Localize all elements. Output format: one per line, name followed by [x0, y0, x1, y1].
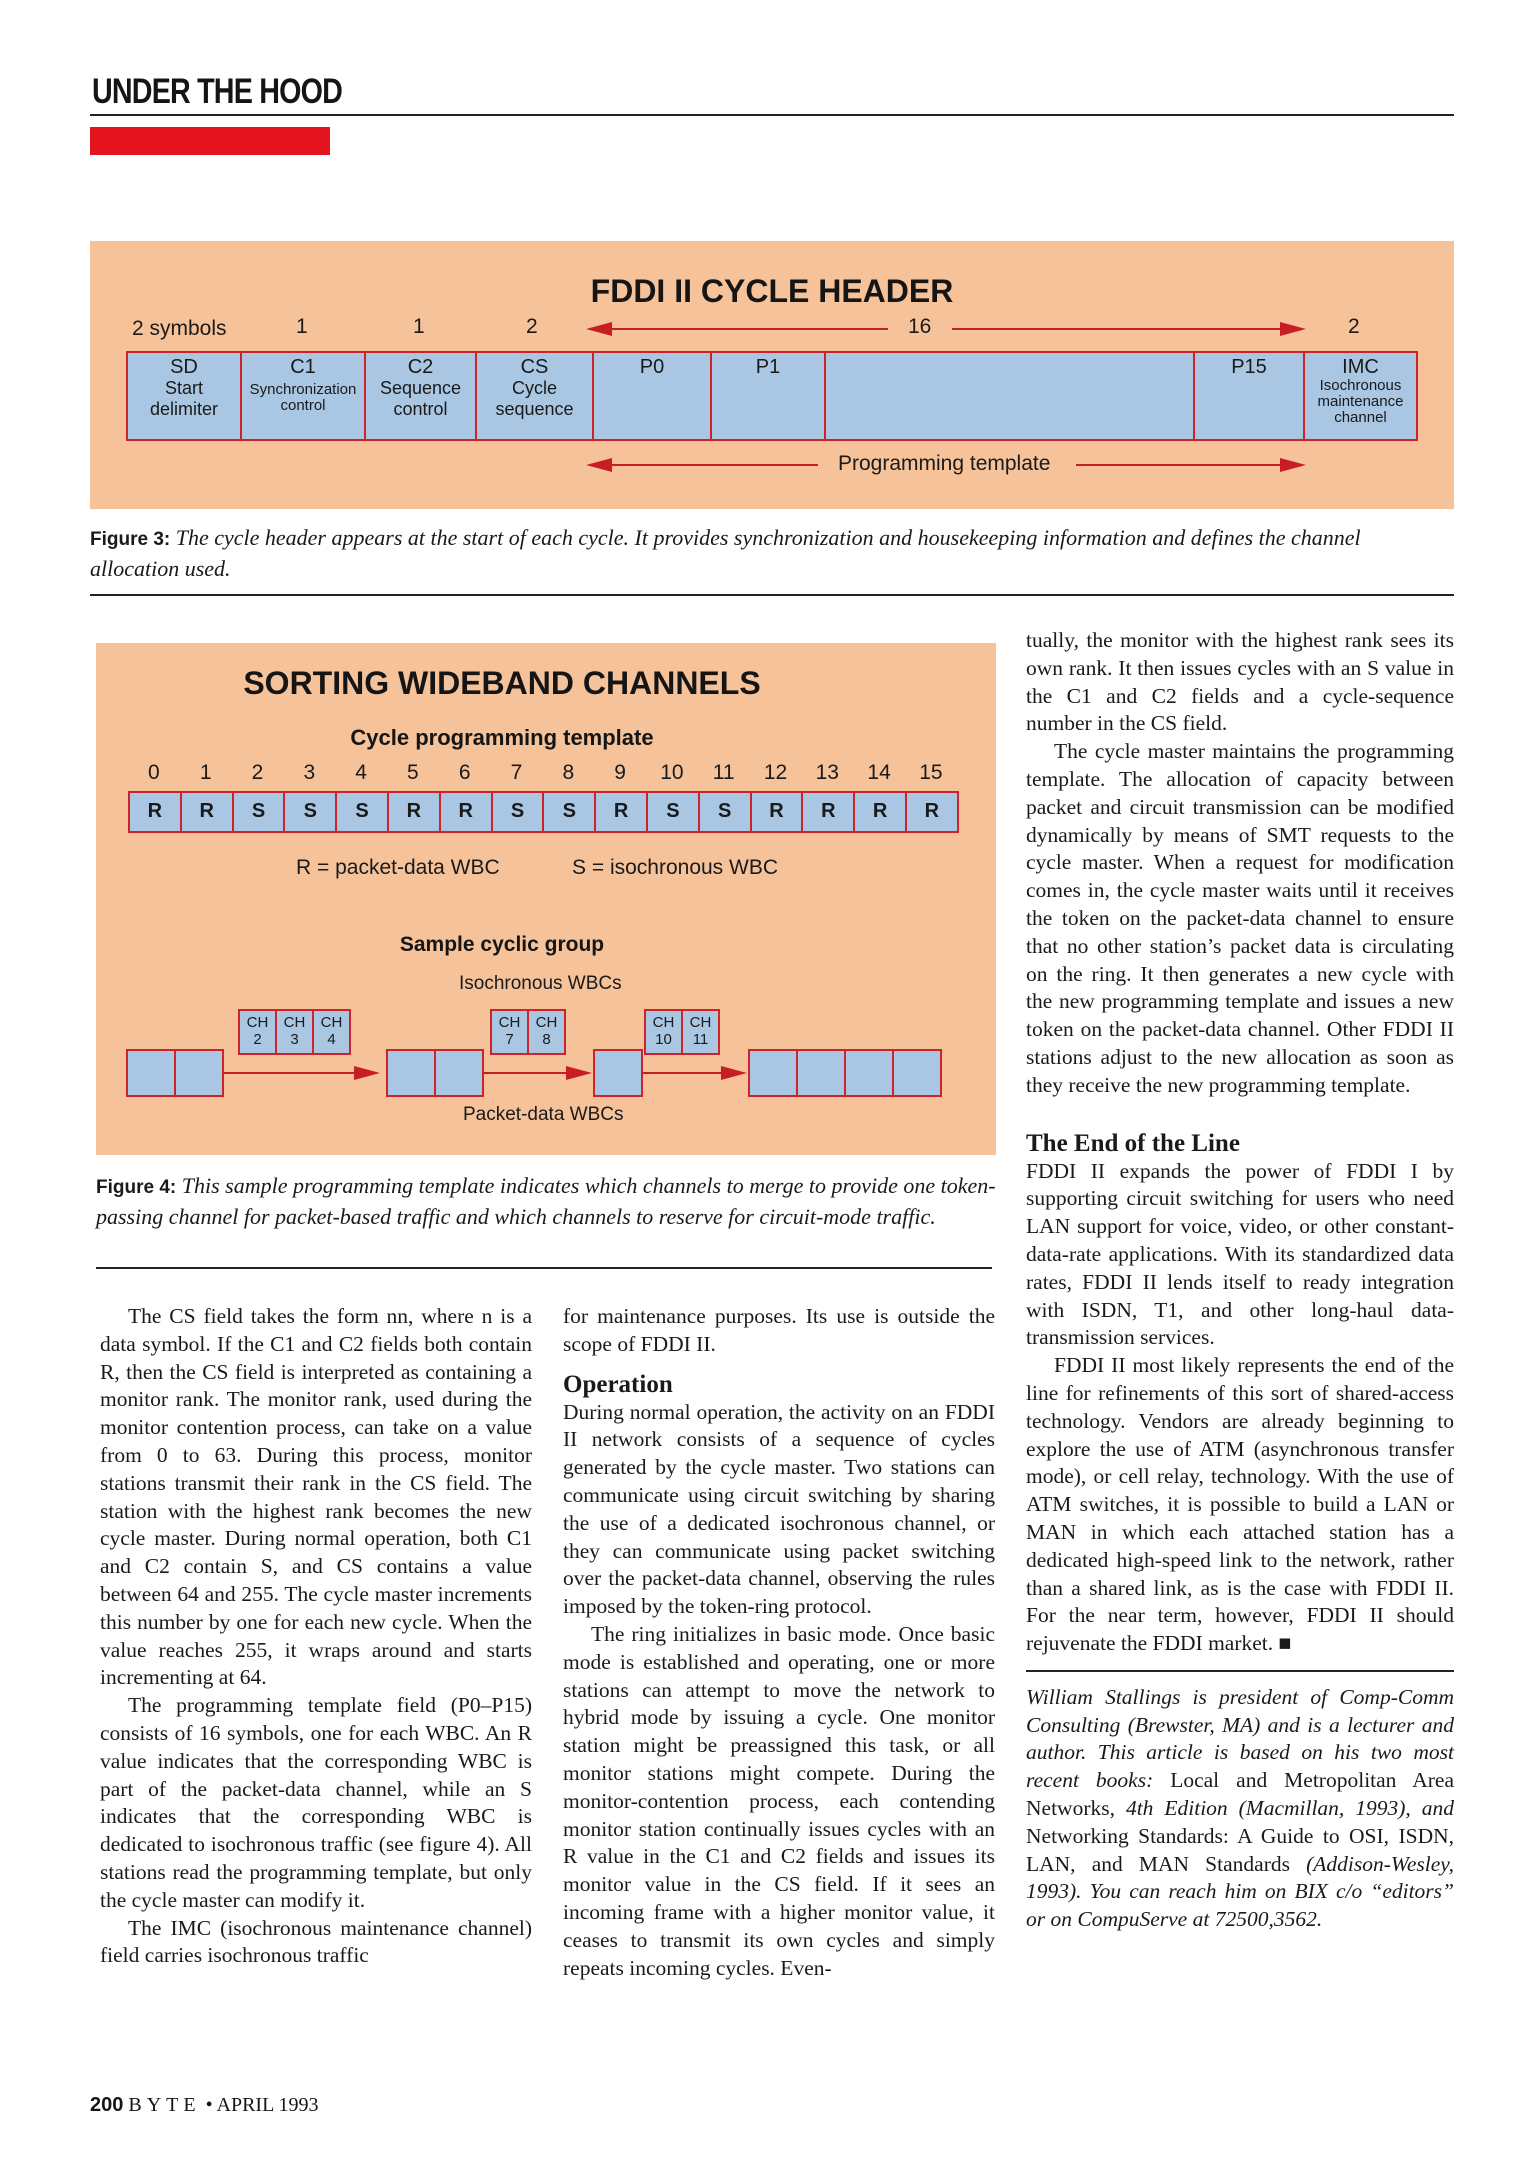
template-index: 3 [303, 761, 316, 784]
template-index: 7 [510, 761, 523, 784]
figure-3 [90, 241, 1454, 509]
subhead-operation: Operation [563, 1370, 673, 1398]
channel-box: CH 2 [238, 1009, 277, 1055]
template-index: 13 [815, 761, 839, 784]
template-index-row [96, 761, 996, 789]
size-label: 2 [1348, 315, 1360, 338]
paragraph: tually, the monitor with the highest rank sees its own rank. It then issues cycles with an S value in the C1 and C2 fields and a cycle-sequence number in the CS field. [1026, 628, 1454, 736]
figure-3-caption: Figure 3: The cycle header appears at the start of each cycle. It provides synchronization and housekeeping information and defines the channel allocation used. [90, 525, 1361, 581]
figure-4 [96, 643, 996, 1155]
field-imc: IMC Isochronous maintenance channel [1317, 356, 1404, 426]
template-cell: S [335, 791, 389, 833]
section-title: UNDER THE HOOD [92, 72, 343, 111]
cycle-header-fields [126, 351, 1418, 441]
template-index: 14 [867, 761, 891, 784]
template-cell: R [180, 791, 234, 833]
packet-flow-arrows [96, 1043, 996, 1107]
body-column-1 [100, 1303, 532, 1970]
template-index: 11 [712, 761, 735, 784]
channel-box: CH 4 [312, 1009, 351, 1055]
figure-4-title: SORTING WIDEBAND CHANNELS [243, 665, 761, 701]
figure-4-caption: Figure 4: This sample programming template indicates which channels to merge to provide one token-passing channel for packet-based traffic and which channels to reserve for circuit-mode traffic. [96, 1173, 996, 1229]
page-number: 200 [90, 2094, 124, 2116]
template-cell: R [387, 791, 441, 833]
field-p0: P0 [594, 353, 712, 439]
body-column-3 [1026, 627, 1454, 1934]
footer-separator: • [205, 2094, 213, 2116]
field-p-gap [826, 353, 1195, 439]
template-index: 1 [199, 761, 212, 784]
template-cell: S [542, 791, 596, 833]
issue-date: APRIL 1993 [216, 2094, 319, 2116]
template-cell: S [491, 791, 545, 833]
template-index: 4 [355, 761, 367, 784]
template-cell: R [439, 791, 493, 833]
figure-4-subtitle: Cycle programming template [350, 725, 654, 750]
paragraph: The IMC (isochronous maintenance channel) field carries isochronous traffic [100, 1915, 532, 1968]
legend-s: S = isochronous WBC [572, 856, 779, 879]
template-cell: R [801, 791, 855, 833]
legend-r: R = packet-data WBC [296, 856, 500, 879]
paragraph: The CS field takes the form nn, where n is a data symbol. If the C1 and C2 fields both contain R, then the CS field is interpreted as containing a monitor rank. The monitor rank, used during the monitor contention process, can take on a value from 0 to 63. During this process, monitor stations transmit their rank in the CS field. The station with the highest rank becomes the new cycle master. During normal operation, both C1 and C2 contain S, and CS contains a value between 64 and 255. The cycle master increments this number by one for each new cycle. When the value reaches 255, it wraps around and starts incrementing at 64. [100, 1304, 532, 1690]
template-cell: R [594, 791, 648, 833]
template-cell: R [128, 791, 182, 833]
template-index: 2 [251, 761, 264, 784]
size-label: 2 [526, 315, 538, 338]
template-index: 6 [458, 761, 471, 784]
template-cell: R [853, 791, 907, 833]
template-cell: R [905, 791, 959, 833]
template-index: 15 [919, 761, 943, 784]
paragraph: FDDI II expands the power of FDDI I by supporting circuit switching for users who need LAN support for voice, video, or other constant-data-rate applications. With its standardized data rates, FDDI II lends itself to ready integration with ISDN, T1, and other long-haul data-transmission services. [1026, 1158, 1454, 1350]
field-cs: CS Cycle sequence [477, 353, 594, 439]
packet-data-label: Packet-data WBCs [463, 1104, 624, 1125]
template-row [96, 791, 996, 833]
paragraph: The ring initializes in basic mode. Once basic mode is established and operating, one or more stations can attempt to move the network to hybrid mode by issuing a cycle. One monitor station might be preassigned this task, or all monitor stations might compete. During the monitor-contention process, each contending monitor station continually issues cycles with an R value in the C1 and C2 fields and issues its monitor value in the CS field. If it sees an incoming frame with a higher monitor value, it ceases to transmit its own cycles and simply repeats incoming cycles. Even- [563, 1621, 995, 1980]
page-footer [90, 2094, 319, 2117]
paragraph: The cycle master maintains the programming template. The allocation of capacity between packet and circuit transmission can be modified dynamically by means of SMT requests to the cycle master. When a request for modification comes in, the cycle master waits until it receives the token on the packet-data channel to ensure that no other station’s packet data is circulating on the ring. It then generates a new cycle with the new programming template and issues a new token on the packet-data channel. Other FDDI II stations adjust to the new allocation as soon as they receive the new programming template. [1026, 739, 1454, 1097]
template-index: 10 [660, 761, 684, 784]
template-cell: R [750, 791, 804, 833]
isochronous-label: Isochronous WBCs [459, 973, 622, 994]
paragraph: FDDI II most likely represents the end of the line for refinements of this sort of shared-access technology. Vendors are already beginning to explore the use of ATM (asynchronous transfer mode), or cell relay, technology. With the use of ATM switches, it is possible to build a LAN or MAN in which each attached station has a dedicated high-speed link to the network, rather than a shared link, as is the case with FDDI II. For the near term, however, FDDI II should rejuvenate the FDDI market. ■ [1026, 1353, 1454, 1656]
channel-box: CH 11 [681, 1009, 720, 1055]
paragraph: for maintenance purposes. Its use is outside the scope of FDDI II. [563, 1304, 995, 1356]
template-index: 12 [763, 761, 788, 784]
size-label: 16 [908, 315, 932, 338]
size-label: 1 [296, 315, 308, 338]
subhead-end-of-line: The End of the Line [1026, 1129, 1240, 1157]
template-cell: S [283, 791, 337, 833]
figure-3-rule [90, 594, 1454, 596]
author-bio: William Stallings is president of Comp-Comm Consulting (Brewster, MA) and is a lecturer and author. This article is based on his two most recent books: Local and Metropolitan Area Networks, 4th Edition (Macmillan, 1993), and Networking Standards: A Guide to OSI, ISDN, LAN, and MAN Standards (Addison-Wesley, 1993). You can reach him on BIX c/o “editors” or on CompuServe at 72500,3562. [1026, 1684, 1454, 1932]
magazine-name: BYTE [128, 2094, 201, 2116]
template-index: 9 [614, 761, 626, 784]
group-title: Sample cyclic group [399, 933, 605, 956]
programming-template-label: Programming template [838, 452, 1051, 475]
section-color-bar [90, 127, 330, 155]
figure-3-title: FDDI II CYCLE HEADER [590, 273, 954, 309]
size-label: 1 [413, 315, 425, 338]
field-p15: P15 [1195, 353, 1305, 439]
channel-box: CH 7 [490, 1009, 529, 1055]
field-p1: P1 [712, 353, 826, 439]
figure-4-rule [96, 1267, 992, 1269]
template-cell: S [646, 791, 700, 833]
header-rule [90, 114, 1454, 116]
channel-box: CH 10 [644, 1009, 683, 1055]
size-label: 2 symbols [132, 317, 227, 340]
channel-box: CH 3 [275, 1009, 314, 1055]
span-arrow-top [586, 319, 1306, 339]
template-cell: S [698, 791, 752, 833]
bio-rule [1026, 1670, 1454, 1672]
body-column-2 [563, 1303, 995, 1982]
field-c2: C2 Sequence control [366, 353, 477, 439]
paragraph: The programming template field (P0–P15) consists of 16 symbols, one for each WBC. An R value indicates that the corresponding WBC is part of the packet-data channel, while an S indicates that the corresponding WBC is dedicated to isochronous traffic (see figure 4). All stations read the programming template, but only the cycle master can modify it. [100, 1693, 532, 1912]
template-index: 5 [407, 761, 419, 784]
template-cell: S [232, 791, 286, 833]
channel-box: CH 8 [527, 1009, 566, 1055]
template-index: 8 [562, 761, 575, 784]
field-c1: C1 Synchronization control [242, 353, 366, 439]
field-sd: SD Start delimiter [128, 353, 242, 439]
template-index: 0 [148, 761, 160, 784]
paragraph: During normal operation, the activity on an FDDI II network consists of a sequence of cycles generated by the cycle master. Two stations can communicate using circuit switching by sharing the use of a dedicated isochronous channel, or they can communicate using packet switching over the packet-data channel, observing the rules imposed by the token-ring protocol. [563, 1399, 995, 1619]
